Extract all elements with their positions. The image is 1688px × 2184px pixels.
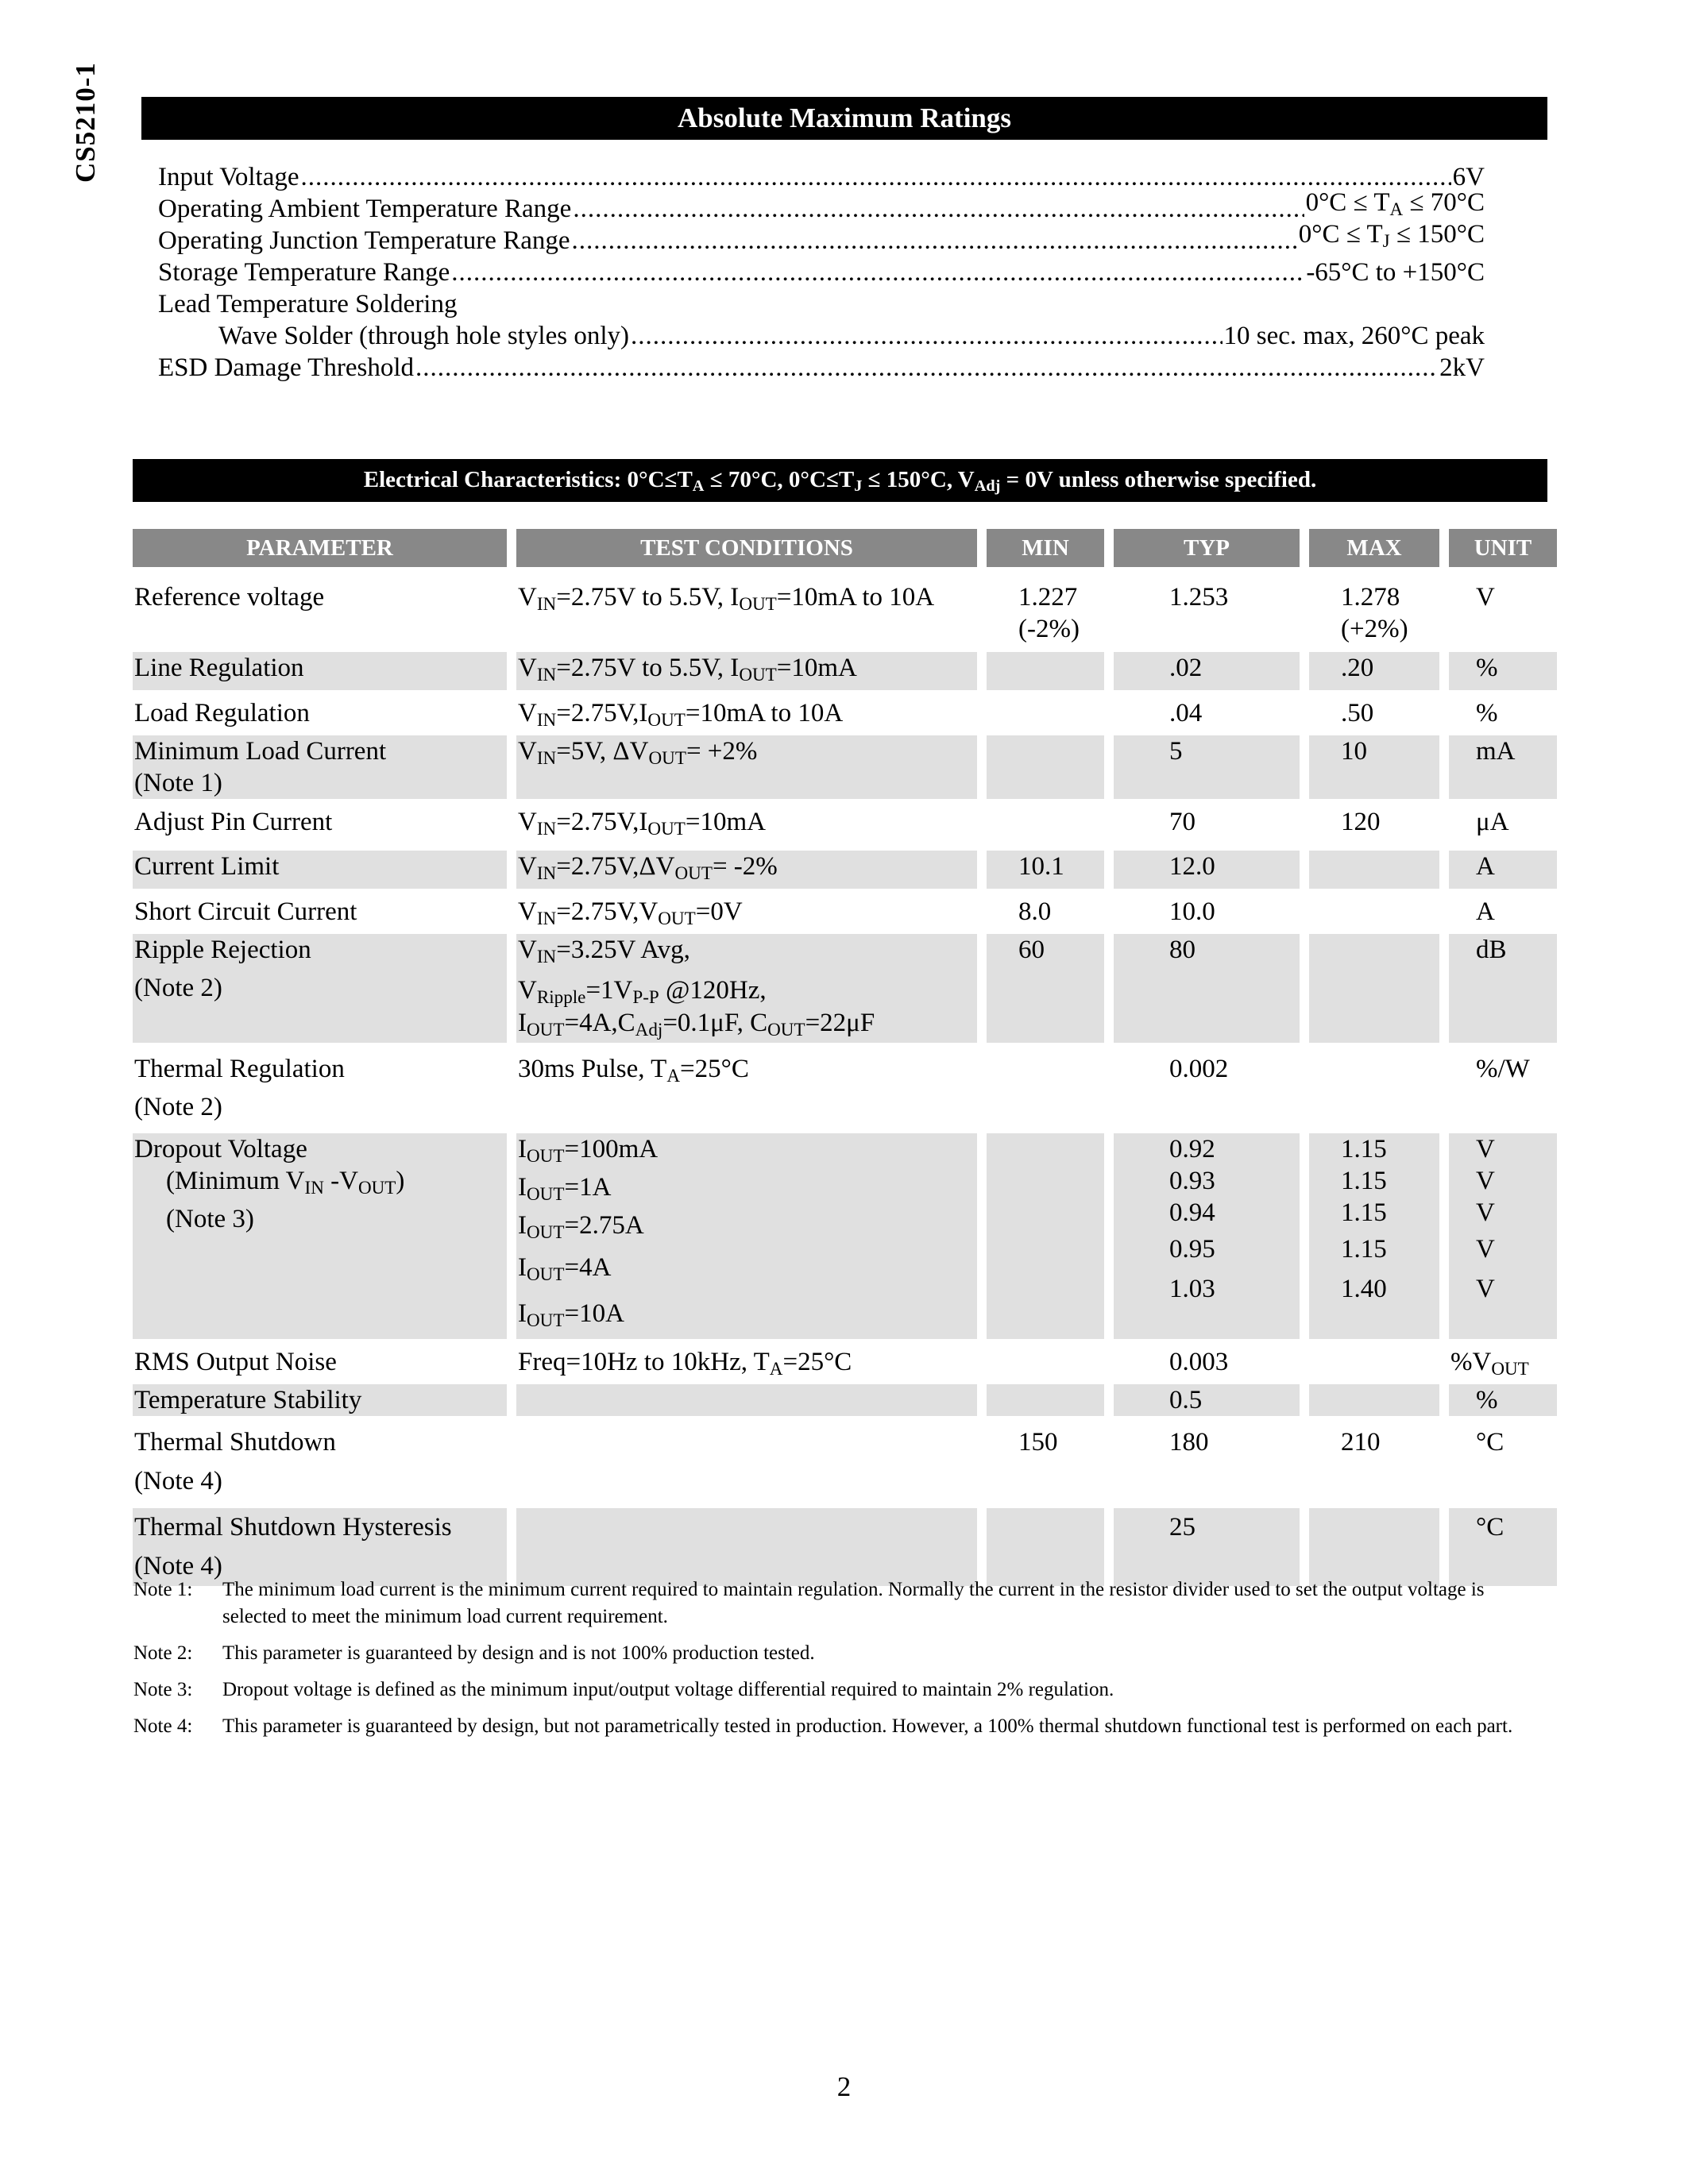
param-cell: Short Circuit Current xyxy=(134,897,357,927)
footnote-text: This parameter is guaranteed by design and is not 100% production tested. xyxy=(222,1642,815,1664)
rating-row xyxy=(158,288,1485,320)
footnote-text: The minimum load current is the minimum current required to maintain regulation. Normally the current in the resistor divider used to set the output voltage is selected to meet the minimum load current requirement. xyxy=(222,1579,1485,1627)
unit-cell: μA xyxy=(1449,806,1557,851)
condition-cell xyxy=(516,1384,977,1423)
electrical-characteristics-table xyxy=(123,529,1566,1586)
table-row xyxy=(133,1133,1557,1346)
param-cell: Temperature Stability xyxy=(133,1384,507,1423)
condition-cell: $V_{IN}=2.75V,\Delta V_{OUT}= -2\%$ xyxy=(516,851,977,896)
typ-cell: .04 xyxy=(1169,698,1203,727)
footnote xyxy=(133,1576,1539,1630)
typ-cell: 80 xyxy=(1114,934,1300,1050)
min-cell: 1.227 (-2%) xyxy=(987,581,1104,652)
max-cell: 120 xyxy=(1309,806,1439,851)
param-cell: Reference voltage xyxy=(133,581,507,652)
typ-cell: 1.253 xyxy=(1114,581,1300,652)
header-min: MIN xyxy=(987,529,1104,581)
unit-cell: % xyxy=(1476,698,1498,727)
header-unit: UNIT xyxy=(1449,529,1557,581)
param-cell: Ripple Rejection (Note 2) xyxy=(133,934,507,1050)
condition-cell: $V_{IN}=5V$, $\Delta V_{OUT}= +2\%$ xyxy=(516,735,977,806)
max-cell xyxy=(1309,1346,1439,1384)
min-cell xyxy=(987,806,1104,851)
typ-cell: .02 xyxy=(1114,652,1300,697)
condition-cell xyxy=(516,1423,977,1508)
min-cell xyxy=(987,652,1104,697)
param-cell: Thermal Regulation (Note 2) xyxy=(133,1050,507,1133)
footnote-label: Note 1: xyxy=(133,1579,193,1600)
footnote-text: Dropout voltage is defined as the minimum input/output voltage differential required to maintain 2% regulation. xyxy=(222,1679,1114,1700)
max-cell: 1.278 (+2%) xyxy=(1309,581,1439,652)
unit-cell: dB xyxy=(1449,934,1557,1050)
param-cell: Thermal Shutdown (Note 4) xyxy=(133,1423,507,1508)
rating-label: Lead Temperature Soldering xyxy=(158,290,458,318)
rating-label: ESD Damage Threshold xyxy=(158,353,414,382)
max-cell: 1.15 1.15 1.15 1.15 1.40 xyxy=(1309,1133,1439,1346)
min-cell: 60 xyxy=(987,934,1104,1050)
absolute-max-ratings-list xyxy=(158,161,1485,384)
table-row xyxy=(133,851,1557,896)
rating-value: 6V xyxy=(1452,163,1485,191)
footnote xyxy=(133,1677,1539,1704)
condition-cell: $V_{IN}=2.75V,V_{OUT}=0V$ xyxy=(518,897,743,928)
rating-value: 10 sec. max, 260°C peak xyxy=(1223,322,1485,350)
footnote xyxy=(133,1640,1539,1667)
page-number: 2 xyxy=(836,2071,852,2102)
rating-label: Wave Solder (through hole styles only) xyxy=(218,322,629,350)
rating-row xyxy=(158,220,1485,257)
condition-cell xyxy=(516,1508,977,1586)
min-cell xyxy=(987,1133,1104,1346)
param-cell: Adjust Pin Current xyxy=(133,806,507,851)
electrical-characteristics-title: Electrical Characteristics: $0^\circ C\le T_A \le 70^\circ C$, $0^\circ C\le T_J \le 150^\circ C$, $V_{Adj} = 0V$ unless otherwise specified. xyxy=(133,459,1547,502)
max-cell xyxy=(1309,934,1439,1050)
condition-cell: 30ms Pulse, $T_A=25^\circ C$ xyxy=(516,1050,977,1133)
table-row xyxy=(133,697,1557,735)
condition-cell: $V_{IN}=2.75V,I_{OUT}=10mA$ to 10A xyxy=(518,698,844,730)
footnote-label: Note 3: xyxy=(133,1679,193,1700)
max-cell xyxy=(1309,896,1439,934)
table-row xyxy=(133,1508,1557,1586)
rating-label: Storage Temperature Range xyxy=(158,258,450,287)
typ-cell: 70 xyxy=(1114,806,1300,851)
rating-value: $0^\circ C \le T_J \le 150^\circ C$ xyxy=(1298,220,1485,251)
unit-cell: % xyxy=(1449,1384,1557,1423)
rating-row xyxy=(158,352,1485,384)
condition-cell: $V_{IN}=2.75V$ to 5.5V, $I_{OUT}=10mA$ to 10A xyxy=(516,581,977,652)
footnotes xyxy=(133,1576,1539,1750)
table-row xyxy=(133,896,1557,934)
rating-row xyxy=(158,257,1485,288)
max-cell: .50 xyxy=(1341,698,1374,727)
table-row xyxy=(133,1346,1557,1384)
min-cell xyxy=(987,1050,1104,1133)
part-number-side-label: CS5210-1 xyxy=(70,62,101,183)
unit-cell: mA xyxy=(1449,735,1557,806)
rating-value: -65°C to +150°C xyxy=(1306,258,1485,287)
condition-cell: $V_{IN}=2.75V,I_{OUT}=10mA$ xyxy=(516,806,977,851)
max-cell xyxy=(1309,1508,1439,1586)
table-row xyxy=(133,934,1557,1050)
param-cell: Current Limit xyxy=(133,851,507,896)
param-cell: Load Regulation xyxy=(134,698,310,727)
condition-cell: Freq=10Hz to 10kHz, $T_A=25^\circ C$ xyxy=(518,1347,852,1379)
min-cell xyxy=(987,1508,1104,1586)
header-max: MAX xyxy=(1309,529,1439,581)
max-cell: 210 xyxy=(1309,1423,1439,1508)
table-row xyxy=(133,806,1557,851)
min-cell: 10.1 xyxy=(987,851,1104,896)
condition-cell: $I_{OUT}=100mA$ $I_{OUT}=1A$ $I_{OUT}=2.75A$ $I_{OUT}=4A$ $I_{OUT}=10A$ xyxy=(516,1133,977,1346)
param-cell: Line Regulation xyxy=(133,652,507,697)
param-cell: Dropout Voltage (Minimum $V_{IN}$ $-V_{OUT}$) (Note 3) xyxy=(133,1133,507,1346)
unit-cell: A xyxy=(1476,897,1495,927)
rating-label: Operating Junction Temperature Range xyxy=(158,226,570,255)
typ-cell: 12.0 xyxy=(1114,851,1300,896)
rating-label: Operating Ambient Temperature Range xyxy=(158,195,572,223)
table-row xyxy=(133,581,1557,652)
footnote-label: Note 2: xyxy=(133,1642,193,1664)
unit-cell: °C xyxy=(1449,1508,1557,1586)
table-row xyxy=(133,1050,1557,1133)
min-cell xyxy=(987,735,1104,806)
max-cell: 10 xyxy=(1309,735,1439,806)
table-row xyxy=(133,735,1557,806)
typ-cell: 25 xyxy=(1114,1508,1300,1586)
absolute-max-ratings-title: Absolute Maximum Ratings xyxy=(141,97,1547,140)
rating-label: Input Voltage xyxy=(158,163,299,191)
typ-cell: 0.92 0.93 0.94 0.95 1.03 xyxy=(1114,1133,1300,1346)
typ-cell: 0.5 xyxy=(1114,1384,1300,1423)
max-cell xyxy=(1309,1050,1439,1133)
table-header-row xyxy=(133,529,1557,581)
typ-cell: 5 xyxy=(1114,735,1300,806)
typ-cell: 0.003 xyxy=(1169,1347,1229,1376)
rating-row xyxy=(158,320,1485,352)
max-cell: .20 xyxy=(1309,652,1439,697)
unit-cell: A xyxy=(1449,851,1557,896)
unit-cell: % xyxy=(1449,652,1557,697)
footnote xyxy=(133,1713,1539,1740)
rating-row xyxy=(158,161,1485,193)
footnote-label: Note 4: xyxy=(133,1715,193,1737)
rating-row xyxy=(158,188,1485,225)
min-cell xyxy=(987,1384,1104,1423)
unit-cell: $\%V_{OUT}$ xyxy=(1450,1347,1529,1379)
condition-cell: $V_{IN}=2.75V$ to 5.5V, $I_{OUT}=10mA$ xyxy=(516,652,977,697)
table-row xyxy=(133,1423,1557,1508)
rating-value: 2kV xyxy=(1439,353,1485,382)
unit-cell: °C xyxy=(1449,1423,1557,1508)
table-row xyxy=(133,1384,1557,1423)
footnote-text: This parameter is guaranteed by design, but not parametrically tested in production. However, a 100% thermal shutdown functional test is performed on each part. xyxy=(222,1715,1513,1737)
typ-cell: 10.0 xyxy=(1169,897,1215,927)
max-cell xyxy=(1309,851,1439,896)
unit-cell: V xyxy=(1449,581,1557,652)
min-cell: 8.0 xyxy=(1018,897,1052,927)
typ-cell: 180 xyxy=(1114,1423,1300,1508)
max-cell xyxy=(1309,1384,1439,1423)
unit-cell: V V V V V xyxy=(1449,1133,1557,1346)
condition-cell: $V_{IN}=3.25V$ Avg, $V_{Ripple}=1V_{P-P}$ @120Hz, $I_{OUT}=4A,C_{Adj}=0.1\mu F$, $C_{OUT}=22\mu F$ xyxy=(516,934,977,1050)
header-test-conditions: TEST CONDITIONS xyxy=(516,529,977,581)
min-cell xyxy=(987,697,1104,735)
param-cell: Minimum Load Current (Note 1) xyxy=(133,735,507,806)
rating-value: $0^\circ C \le T_A \le 70^\circ C$ xyxy=(1305,188,1485,219)
typ-cell: 0.002 xyxy=(1114,1050,1300,1133)
min-cell xyxy=(987,1346,1104,1384)
param-cell: Thermal Shutdown Hysteresis (Note 4) xyxy=(133,1508,507,1586)
unit-cell: %/W xyxy=(1449,1050,1557,1133)
header-parameter: PARAMETER xyxy=(133,529,507,581)
table-row xyxy=(133,652,1557,697)
min-cell: 150 xyxy=(987,1423,1104,1508)
header-typ: TYP xyxy=(1114,529,1300,581)
param-cell: RMS Output Noise xyxy=(134,1347,337,1376)
